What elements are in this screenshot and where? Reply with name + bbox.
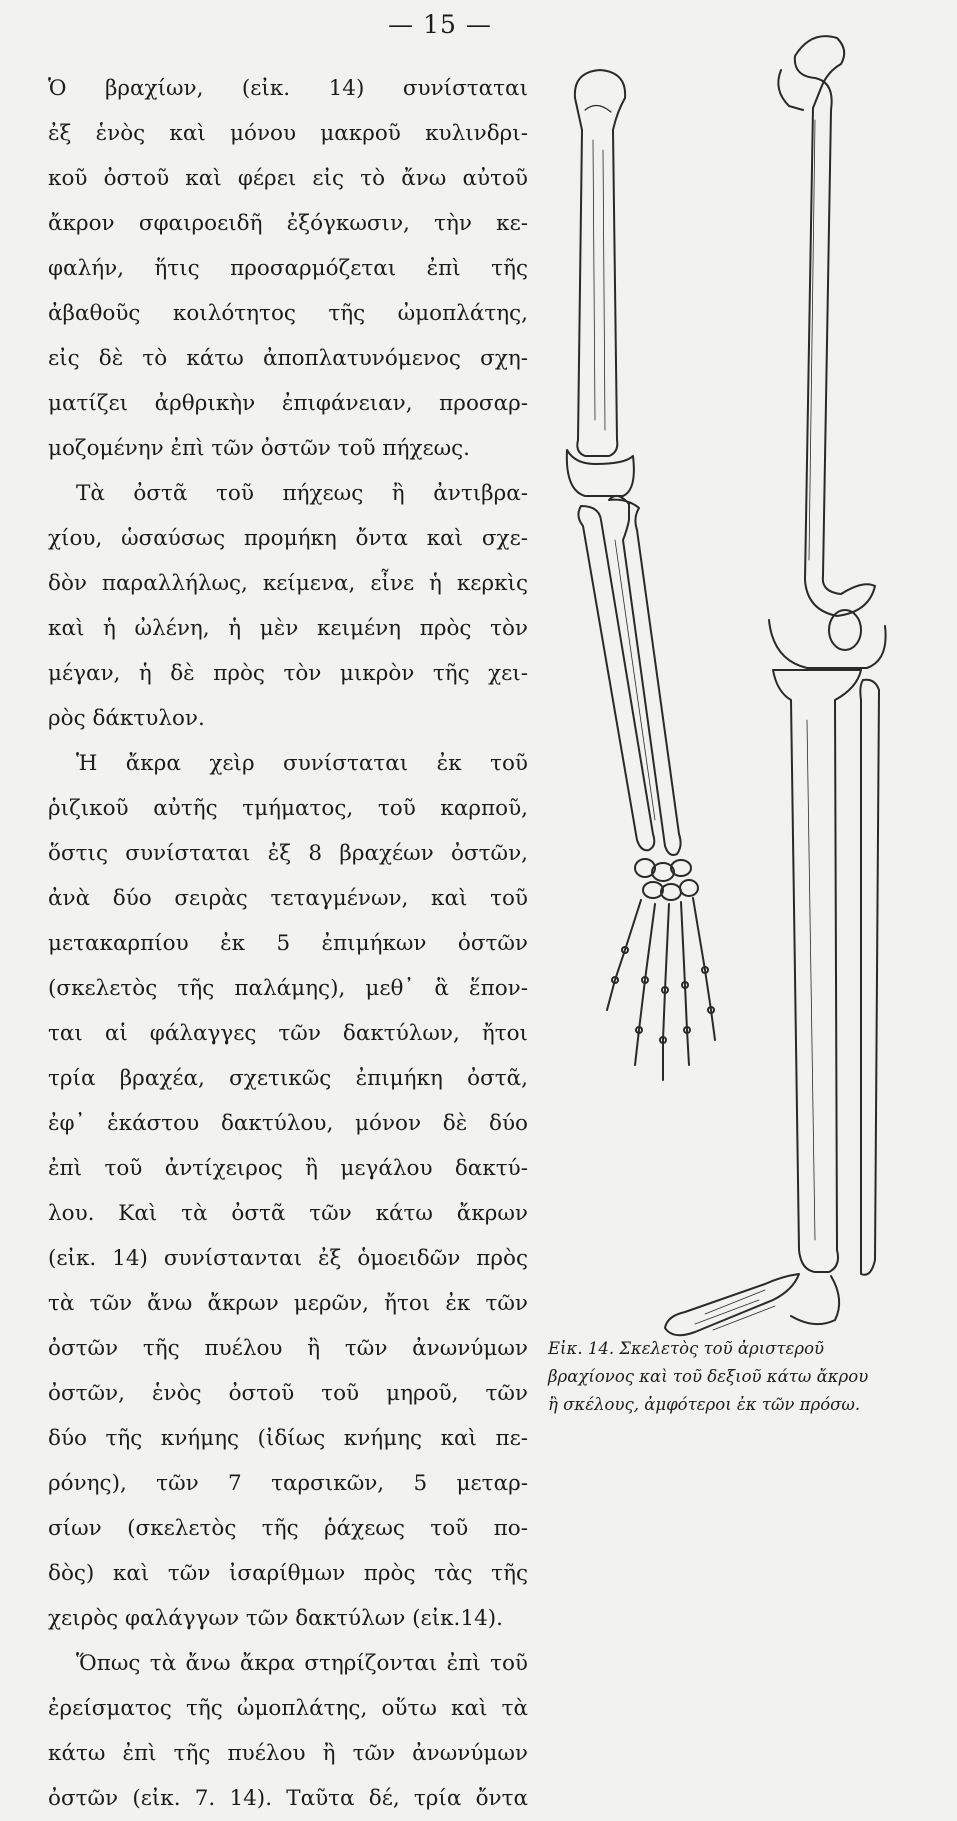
text-line: μοζομένην ἐπὶ τῶν ὀστῶν τοῦ πήχεως.	[48, 436, 471, 461]
text-line: ἄκρον σφαιροειδῆ ἐξόγκωσιν, τὴν κε-	[48, 211, 528, 236]
body-text	[48, 66, 528, 1821]
text-line: λου. Καὶ τὰ ὀστᾶ τῶν κάτω ἄκρων	[48, 1201, 528, 1226]
text-line: Τὰ ὀστᾶ τοῦ πήχεως ἢ ἀντιβρα-	[76, 481, 528, 506]
text-line: τὰ τῶν ἄνω ἄκρων μερῶν, ἤτοι ἐκ τῶν	[48, 1291, 528, 1316]
text-line: κοῦ ὀστοῦ καὶ φέρει εἰς τὸ ἄνω αὐτοῦ	[48, 166, 528, 191]
figure-caption	[548, 1335, 908, 1419]
text-line: ρόνης), τῶν 7 ταρσικῶν, 5 μεταρ-	[48, 1471, 528, 1496]
caption-line: ἢ σκέλους, ἀμφότεροι ἐκ τῶν πρόσω.	[548, 1395, 861, 1414]
text-line: ἀνὰ δύο σειρὰς τεταγμένων, καὶ τοῦ	[48, 886, 528, 911]
text-line: ἐξ ἑνὸς καὶ μόνου μακροῦ κυλινδρι-	[48, 121, 528, 146]
text-line: ὀστῶν τῆς πυέλου ἢ τῶν ἀνωνύμων	[48, 1336, 528, 1361]
page-number: — 15 —	[388, 10, 492, 39]
text-line: μετακαρπίου ἐκ 5 ἐπιμήκων ὀστῶν	[48, 931, 528, 956]
text-line: ματίζει ἀρθρικὴν ἐπιφάνειαν, προσαρ-	[48, 391, 528, 416]
skeleton-illustration	[545, 20, 945, 1340]
text-line: τρία βραχέα, σχετικῶς ἐπιμήκη ὀστᾶ,	[48, 1066, 528, 1091]
text-line: ῥιζικοῦ αὐτῆς τμήματος, τοῦ καρποῦ,	[48, 796, 528, 821]
text-line: Ἡ ἄκρα χεὶρ συνίσταται ἐκ τοῦ	[76, 751, 528, 776]
text-line: (σκελετὸς τῆς παλάμης), μεθ᾽ ἃ ἕπον-	[48, 976, 528, 1001]
text-line: δὸς) καὶ τῶν ἰσαρίθμων πρὸς τὰς τῆς	[48, 1561, 528, 1586]
text-line: χειρὸς φαλάγγων τῶν δακτύλων (εἰκ.14).	[48, 1606, 503, 1631]
text-line: ρὸς δάκτυλον.	[48, 706, 205, 731]
text-line: εἰς δὲ τὸ κάτω ἀποπλατυνόμενος σχη-	[48, 346, 528, 371]
text-line: ὅστις συνίσταται ἐξ 8 βραχέων ὀστῶν,	[48, 841, 528, 866]
text-line: ἀβαθοῦς κοιλότητος τῆς ὠμοπλάτης,	[48, 301, 528, 326]
text-line: ἐρείσματος τῆς ὠμοπλάτης, οὕτω καὶ τὰ	[48, 1696, 528, 1721]
caption-line: βραχίονος καὶ τοῦ δεξιοῦ κάτω ἄκρου	[548, 1367, 869, 1386]
text-line: (εἰκ. 14) συνίστανται ἐξ ὁμοειδῶν πρὸς	[48, 1246, 528, 1271]
text-line: ἐφ᾽ ἑκάστου δακτύλου, μόνον δὲ δύο	[48, 1111, 528, 1136]
text-line: μέγαν, ἡ δὲ πρὸς τὸν μικρὸν τῆς χει-	[48, 661, 528, 686]
leg-skeleton-illustration	[665, 36, 886, 1335]
text-line: Ὁ βραχίων, (εἰκ. 14) συνίσταται	[48, 76, 528, 101]
text-line: σίων (σκελετὸς τῆς ῥάχεως τοῦ πο-	[48, 1516, 528, 1541]
text-line: καὶ ἡ ὠλένη, ἡ μὲν κειμένη πρὸς τὸν	[48, 616, 528, 641]
text-line: κάτω ἐπὶ τῆς πυέλου ἢ τῶν ἀνωνύμων	[48, 1741, 528, 1766]
text-line: ἐπὶ τοῦ ἀντίχειρος ἢ μεγάλου δακτύ-	[48, 1156, 528, 1181]
text-line: ται αἱ φάλαγγες τῶν δακτύλων, ἤτοι	[48, 1021, 528, 1046]
text-line: ὀστῶν (εἰκ. 7. 14). Ταῦτα δέ, τρία ὄντα	[48, 1786, 528, 1811]
text-line: Ὅπως τὰ ἄνω ἄκρα στηρίζονται ἐπὶ τοῦ	[76, 1651, 528, 1676]
text-line: δὸν παραλλήλως, κείμενα, εἶνε ἡ κερκὶς	[48, 571, 528, 596]
text-line: ὀστῶν, ἑνὸς ὀστοῦ τοῦ μηροῦ, τῶν	[48, 1381, 528, 1406]
text-line: χίου, ὡσαύσως προμήκη ὄντα καὶ σχε-	[48, 526, 528, 551]
caption-line: Εἰκ. 14. Σκελετὸς τοῦ ἀριστεροῦ	[548, 1339, 825, 1358]
arm-skeleton-illustration	[567, 70, 715, 1080]
text-line: φαλήν, ἥτις προσαρμόζεται ἐπὶ τῆς	[48, 256, 528, 281]
text-line: δύο τῆς κνήμης (ἰδίως κνήμης καὶ πε-	[48, 1426, 528, 1451]
